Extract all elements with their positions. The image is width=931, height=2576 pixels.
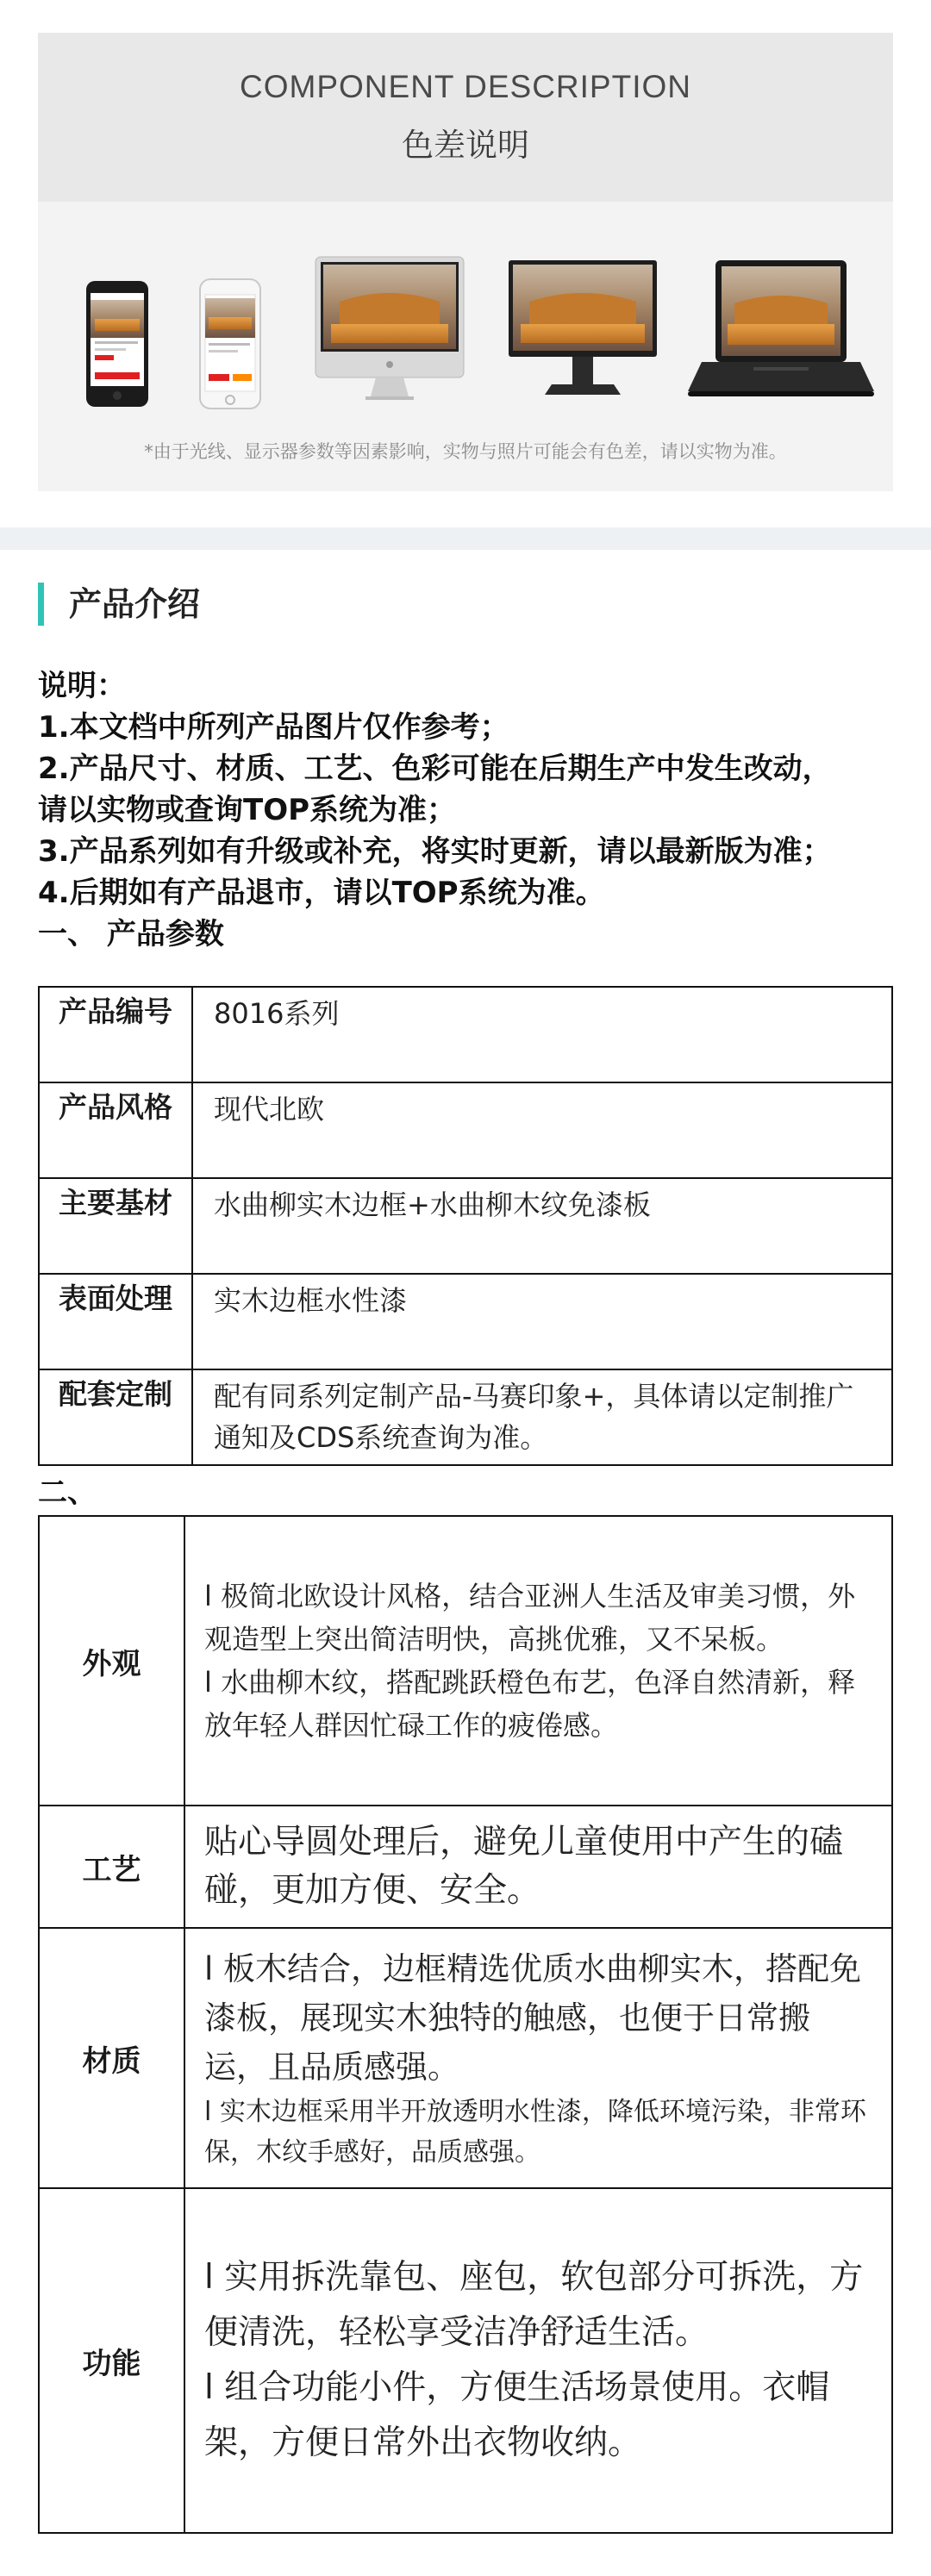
table-row — [39, 2188, 892, 2533]
table-row — [39, 1178, 892, 1274]
feature-paragraph: l 板木结合，边框精选优质水曲柳实木，搭配免漆板，展现实木独特的触感，也便于日常搬运，且品质感强。 — [204, 1949, 862, 2086]
spec-value: 现代北欧 — [192, 1082, 892, 1178]
feature-content — [184, 1806, 892, 1928]
feature-label: 外观 — [39, 1516, 184, 1806]
feature-label: 材质 — [39, 1928, 184, 2188]
spec-label: 主要基材 — [39, 1178, 192, 1274]
intro-line: 1.本文档中所列产品图片仅作参考； — [38, 710, 509, 745]
feature-paragraph: l 组合功能小件，方便生活场景使用。衣帽架，方便日常外出衣物收纳。 — [204, 2368, 830, 2462]
laptop-icon — [688, 260, 874, 396]
table-row — [39, 1928, 892, 2188]
features-table — [38, 1515, 893, 2534]
feature-paragraph: l 实用拆洗靠包、座包，软包部分可拆洗，方便清洗，轻松享受洁净舒适生活。 — [204, 2258, 864, 2352]
phone-android-icon — [86, 281, 148, 407]
imac-monitor-icon — [316, 257, 464, 400]
desktop-monitor-icon — [509, 260, 657, 395]
intro-line: 3.产品系列如有升级或补充，将实时更新，请以最新版为准； — [38, 834, 832, 869]
table-row — [39, 987, 892, 1082]
intro-line: 4.后期如有产品退市，请以TOP系统为准。 — [38, 876, 605, 910]
feature-label: 工艺 — [39, 1806, 184, 1928]
spec-value: 实木边框水性漆 — [192, 1274, 892, 1369]
spec-label: 表面处理 — [39, 1274, 192, 1369]
spec-value: 配有同系列定制产品-马赛印象+，具体请以定制推广通知及CDS系统查询为准。 — [192, 1369, 892, 1465]
table-row — [39, 1082, 892, 1178]
spec-label: 配套定制 — [39, 1369, 192, 1465]
device-illustrations — [38, 202, 893, 426]
feature-paragraph: l 水曲柳木纹，搭配跳跃橙色布艺，色泽自然清新，释放年轻人群因忙碌工作的疲倦感。 — [204, 1666, 856, 1742]
intro-line: 2.产品尺寸、材质、工艺、色彩可能在后期生产中发生改动， — [38, 752, 832, 786]
title-cn: 色差说明 — [402, 127, 529, 164]
spec-table — [38, 986, 893, 1466]
feature-label: 功能 — [39, 2188, 184, 2533]
feature-paragraph: 贴心导圆处理后，避免儿童使用中产生的磕碰，更加方便、安全。 — [204, 1823, 844, 1910]
spec-label: 产品风格 — [39, 1082, 192, 1178]
section-separator — [0, 527, 931, 550]
card-header — [38, 33, 893, 202]
title-en: COMPONENT DESCRIPTION — [240, 69, 691, 104]
color-description-card — [38, 33, 893, 491]
feature-content — [184, 2188, 892, 2533]
intro-line: 说明： — [38, 669, 126, 703]
table-row — [39, 1274, 892, 1369]
table-row — [39, 1516, 892, 1806]
spec-value: 8016系列 — [192, 987, 892, 1082]
spec-label: 产品编号 — [39, 987, 192, 1082]
section-title: 产品介绍 — [69, 585, 201, 623]
feature-content — [184, 1516, 892, 1806]
feature-paragraph: l 实木边框采用半开放透明水性漆，降低环境污染，非常环保，木纹手感好，品质感强。 — [204, 2096, 866, 2167]
table-row — [39, 1369, 892, 1465]
section-accent-bar — [38, 583, 44, 626]
feature-content — [184, 1928, 892, 2188]
section-two-heading: 二、 — [38, 1475, 97, 1510]
intro-line: 请以实物或查询TOP系统为准； — [38, 793, 457, 827]
color-note: *由于光线、显示器参数等因素影响，实物与照片可能会有色差，请以实物为准。 — [144, 441, 787, 462]
table-row — [39, 1806, 892, 1928]
spec-value: 水曲柳实木边框+水曲柳木纹免漆板 — [192, 1178, 892, 1274]
feature-paragraph: l 极简北欧设计风格，结合亚洲人生活及审美习惯，外观造型上突出简洁明快，高挑优雅，又不呆板。 — [204, 1580, 856, 1656]
intro-text — [38, 665, 900, 955]
intro-heading-params: 一、 产品参数 — [38, 917, 224, 951]
phone-white-icon — [200, 279, 260, 409]
